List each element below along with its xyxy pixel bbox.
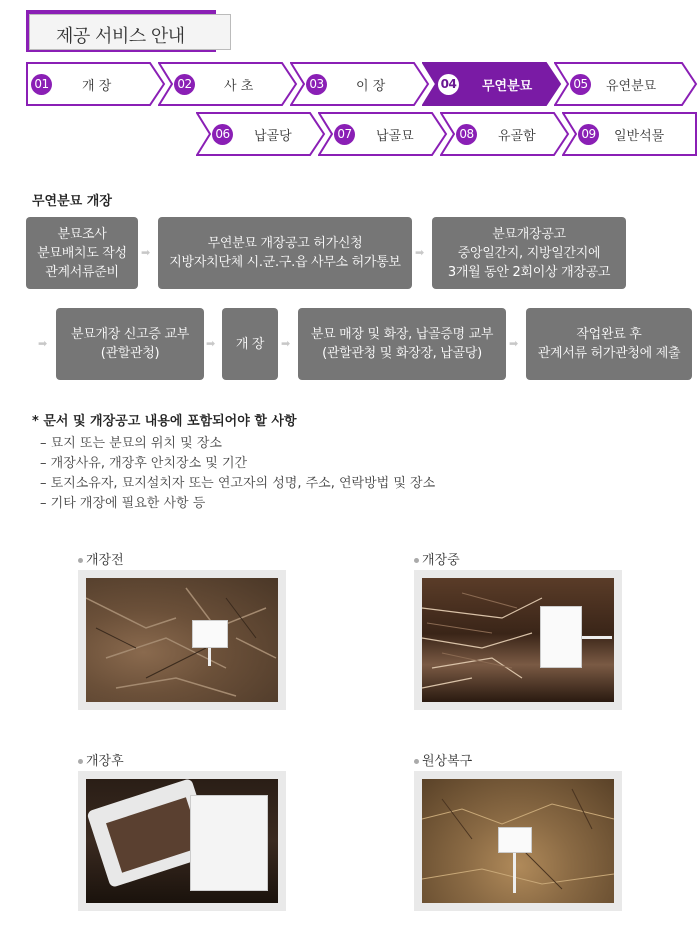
page-title: 제공 서비스 안내	[56, 26, 185, 47]
photo-restored	[414, 771, 622, 911]
bullet-icon	[78, 558, 83, 563]
photo-label-after	[78, 750, 124, 769]
arrow-icon: ➡	[281, 337, 291, 350]
grave-sign	[540, 606, 582, 668]
note-item: – 개장사유, 개장후 안치장소 및 기간	[40, 456, 248, 471]
arrow-icon: ➡	[509, 337, 519, 350]
note-item: – 묘지 또는 분묘의 위치 및 장소	[40, 436, 222, 451]
sign-post	[513, 853, 516, 893]
arrow-icon: ➡	[141, 246, 151, 259]
process-step-1	[26, 217, 138, 289]
arrow-icon: ➡	[206, 337, 216, 350]
grave-sign	[498, 827, 532, 853]
sign-post	[208, 648, 211, 666]
tab-01[interactable]	[26, 62, 166, 106]
step-text: 중앙일간지, 지방일간지에	[457, 245, 601, 261]
tab-number: 01	[31, 74, 52, 95]
step-text: (관할관청)	[100, 346, 160, 361]
note-item: – 토지소유자, 묘지설치자 또는 연고자의 성명, 주소, 연락방법 및 장소	[40, 476, 436, 491]
photo-label-restored	[414, 750, 472, 769]
tab-number: 06	[212, 124, 233, 145]
section-title: 무연분묘 개장	[32, 194, 112, 209]
tab-number: 03	[306, 74, 327, 95]
photo-label-before	[78, 549, 124, 568]
tab-number: 04	[438, 74, 459, 95]
tab-08[interactable]	[440, 112, 570, 156]
tab-07[interactable]	[318, 112, 448, 156]
photo-label-during	[414, 549, 460, 568]
page-title-box	[29, 14, 231, 50]
roots-illustration	[422, 578, 614, 702]
bullet-icon	[414, 759, 419, 764]
step-text: 관계서류 허가관청에 제출	[537, 346, 681, 361]
step-text: 분묘개장 신고증 교부	[71, 327, 189, 342]
tab-label: 납골당	[254, 129, 292, 144]
photo-after	[78, 771, 286, 911]
tab-label: 개 장	[82, 79, 112, 94]
step-text: (관할관청 및 화장장, 납골당)	[322, 346, 482, 361]
step-text: 분묘배치도 작성	[37, 245, 127, 261]
step-text: 분묘 매장 및 화장, 납골증명 교부	[310, 327, 494, 342]
photo-image	[422, 779, 614, 903]
process-step-7	[526, 308, 692, 380]
tab-number: 05	[570, 74, 591, 95]
bullet-icon	[414, 558, 419, 563]
tab-04-active[interactable]	[422, 62, 562, 106]
process-step-5	[222, 308, 278, 380]
tab-label: 유골함	[498, 129, 536, 144]
tab-02[interactable]	[158, 62, 298, 106]
tab-label: 일반석물	[614, 129, 665, 144]
tab-label: 납골묘	[376, 129, 414, 144]
tab-label: 사 초	[224, 79, 254, 94]
tab-number: 08	[456, 124, 477, 145]
tab-label: 이 장	[356, 79, 386, 94]
tab-09[interactable]	[562, 112, 698, 156]
tab-number: 07	[334, 124, 355, 145]
photo-during	[414, 570, 622, 710]
photo-image	[86, 578, 278, 702]
photo-image	[422, 578, 614, 702]
process-step-6	[298, 308, 506, 380]
photo-caption: 개장후	[86, 754, 124, 769]
grave-sign	[190, 795, 268, 891]
tab-label: 유연분묘	[606, 79, 657, 94]
tab-05[interactable]	[554, 62, 698, 106]
step-text: 작업완료 후	[576, 327, 642, 342]
process-step-3	[432, 217, 626, 289]
tab-number: 09	[578, 124, 599, 145]
page-title-block	[26, 10, 216, 52]
grave-sign	[192, 620, 228, 648]
photo-image	[86, 779, 278, 903]
step-text: 3개월 동안 2회이상 개장공고	[447, 264, 611, 280]
photo-caption: 개장전	[86, 553, 124, 568]
photo-before	[78, 570, 286, 710]
note-item: – 기타 개장에 필요한 사항 등	[40, 496, 206, 511]
arrow-icon: ➡	[38, 337, 48, 350]
photo-caption: 개장중	[422, 553, 460, 568]
tab-06[interactable]	[196, 112, 326, 156]
bullet-icon	[78, 759, 83, 764]
sign-post	[582, 636, 612, 639]
process-step-4	[56, 308, 204, 380]
step-text: 분묘조사	[57, 226, 107, 242]
tab-number: 02	[174, 74, 195, 95]
tab-label: 무연분묘	[482, 79, 533, 94]
tab-03[interactable]	[290, 62, 430, 106]
notes-heading: * 문서 및 개장공고 내용에 포함되어야 할 사항	[32, 414, 297, 429]
step-text: 분묘개장공고	[492, 226, 566, 242]
step-text: 무연분묘 개장공고 허가신청	[207, 236, 363, 251]
branches-illustration	[86, 578, 278, 702]
arrow-icon: ➡	[415, 246, 425, 259]
step-text: 지방자치단체 시.군.구.읍 사무소 허가통보	[169, 255, 401, 270]
step-text: 관계서류준비	[45, 264, 119, 280]
step-text: 개 장	[235, 336, 265, 352]
process-step-2	[158, 217, 412, 289]
photo-caption: 원상복구	[422, 754, 473, 769]
